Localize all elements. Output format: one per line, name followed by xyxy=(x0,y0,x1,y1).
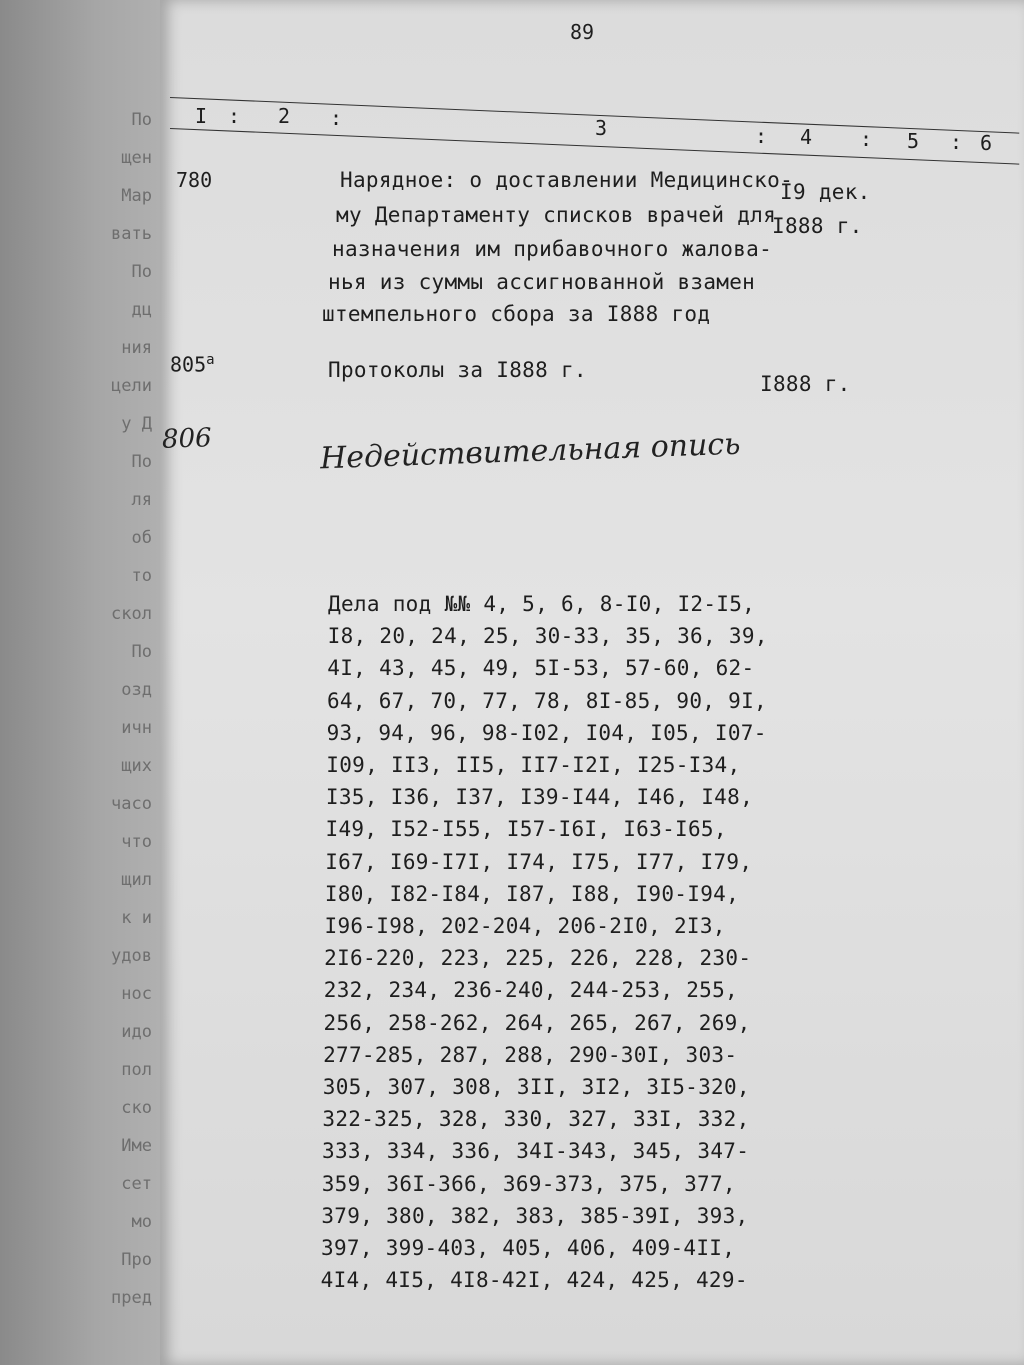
entry-805-num: 805 xyxy=(170,352,207,377)
left-page-text-fragment: щен xyxy=(121,148,152,168)
entry-806-handwritten-note: Недействительная опись xyxy=(319,426,742,477)
case-list-line: 333, 334, 336, 34I-343, 345, 347- xyxy=(322,1139,750,1164)
left-page-text-fragment: ичн xyxy=(121,718,152,738)
entry-780-date: I888 г. xyxy=(772,214,863,238)
case-list-line: 359, 36I-366, 369-373, 375, 377, xyxy=(321,1171,736,1196)
header-column-marker: : xyxy=(950,130,963,154)
case-list-line: 256, 258-262, 264, 265, 267, 269, xyxy=(323,1010,751,1035)
entry-780-line: нья из суммы ассигнованной взамен xyxy=(328,270,756,294)
left-page-text-fragment: скол xyxy=(111,604,152,624)
left-page-text-fragment: пред xyxy=(111,1288,152,1308)
left-page-text-fragment: нос xyxy=(121,984,152,1004)
case-list-line: Дела под №№ 4, 5, 6, 8-I0, I2-I5, xyxy=(328,592,756,616)
header-column-marker: : xyxy=(755,124,768,148)
left-page-text-fragment: По xyxy=(131,262,152,282)
left-page-text-fragment: ния xyxy=(121,338,152,358)
case-list-line: 93, 94, 96, 98-I02, I04, I05, I07- xyxy=(326,720,767,745)
left-page-text-fragment: часо xyxy=(111,794,152,814)
case-list-line: I96-I98, 202-204, 206-2I0, 2I3, xyxy=(324,914,726,938)
case-list-line: I67, I69-I7I, I74, I75, I77, I79, xyxy=(325,849,753,874)
entry-805-sup: а xyxy=(206,352,215,368)
left-page-text-fragment: удов xyxy=(111,946,152,966)
case-list-line: I09, II3, II5, II7-I2I, I25-I34, xyxy=(326,753,741,777)
header-column-marker: : xyxy=(860,127,873,151)
case-list-line: 4I, 43, 45, 49, 5I-53, 57-60, 62- xyxy=(327,656,755,681)
document-page xyxy=(160,0,1024,1365)
case-list-line: 232, 234, 236-240, 244-253, 255, xyxy=(323,978,738,1003)
case-list-line: 379, 380, 382, 383, 385-39I, 393, xyxy=(321,1203,749,1228)
header-column-marker: I xyxy=(195,104,208,128)
entry-780-number: 780 xyxy=(176,168,213,192)
left-page-text-fragment: идо xyxy=(121,1022,152,1042)
entry-780-line: назначения им прибавочного жалова- xyxy=(332,237,773,261)
case-list-line: 322-325, 328, 330, 327, 33I, 332, xyxy=(322,1107,750,1132)
entry-805-line: Протоколы за I888 г. xyxy=(328,358,587,382)
header-column-marker: 4 xyxy=(800,125,813,149)
left-page-text-fragment: Про xyxy=(121,1250,152,1270)
header-column-marker: 2 xyxy=(278,104,291,128)
case-list-line: 305, 307, 308, 3II, 3I2, 3I5-320, xyxy=(322,1075,750,1099)
left-page-text-fragment: пол xyxy=(121,1060,152,1080)
page-number: 89 xyxy=(570,20,595,44)
left-page-text-fragment: у Д xyxy=(121,414,152,434)
header-column-marker: : xyxy=(228,104,241,128)
header-column-marker: 6 xyxy=(980,131,993,155)
case-list-line: I49, I52-I55, I57-I6I, I63-I65, xyxy=(325,817,727,842)
left-page-text-fragment: цели xyxy=(111,376,152,396)
entry-806-number: 806 xyxy=(161,423,213,455)
left-page-text-fragment: щил xyxy=(121,870,152,890)
entry-805-number xyxy=(170,352,215,377)
left-page-text-fragment: об xyxy=(131,528,152,548)
case-list-line: 397, 399-403, 405, 406, 409-4II, xyxy=(321,1236,736,1260)
left-page-text-fragment: По xyxy=(131,452,152,472)
left-page-edge xyxy=(0,0,160,1365)
case-list-line: 277-285, 287, 288, 290-30I, 303- xyxy=(323,1042,738,1067)
left-page-text-fragment: Име xyxy=(121,1136,152,1156)
left-page-text-fragment: дц xyxy=(131,300,152,320)
left-page-text-fragment: По xyxy=(131,110,152,130)
entry-780-line: Нарядное: о доставлении Медицинско- xyxy=(340,168,794,192)
case-list-line: 4I4, 4I5, 4I8-42I, 424, 425, 429- xyxy=(320,1268,748,1293)
case-list-line: I80, I82-I84, I87, I88, I90-I94, xyxy=(324,881,740,906)
header-column-marker: 3 xyxy=(595,116,608,140)
left-page-text-fragment: озд xyxy=(121,680,152,700)
entry-780-line: му Департаменту списков врачей для xyxy=(336,203,777,227)
left-page-text-fragment: ско xyxy=(121,1098,152,1118)
left-page-text-fragment: По xyxy=(131,642,152,662)
left-page-text-fragment: то xyxy=(131,566,152,586)
entry-780-date: I9 дек. xyxy=(780,180,871,204)
case-list-line: 2I6-220, 223, 225, 226, 228, 230- xyxy=(324,946,752,971)
left-page-text-fragment: сет xyxy=(121,1174,152,1194)
entry-805-date: I888 г. xyxy=(760,372,851,396)
case-list-line: I35, I36, I37, I39-I44, I46, I48, xyxy=(325,785,754,810)
case-list-line: 64, 67, 70, 77, 78, 8I-85, 90, 9I, xyxy=(326,688,768,713)
case-list-line: I8, 20, 24, 25, 30-33, 35, 36, 39, xyxy=(327,624,768,649)
left-page-text-fragment: ля xyxy=(131,490,152,510)
left-page-text-fragment: мо xyxy=(131,1212,152,1232)
left-page-text-fragment: что xyxy=(121,832,152,852)
left-page-text-fragment: вать xyxy=(111,224,152,244)
header-column-marker: 5 xyxy=(907,129,920,153)
entry-780-line: штемпельного сбора за I888 год xyxy=(322,302,711,326)
left-page-text-fragment: щих xyxy=(121,756,152,776)
left-page-text-fragment: к и xyxy=(121,908,152,928)
header-column-marker: : xyxy=(330,106,343,130)
left-page-text-fragment: Мар xyxy=(121,186,152,206)
